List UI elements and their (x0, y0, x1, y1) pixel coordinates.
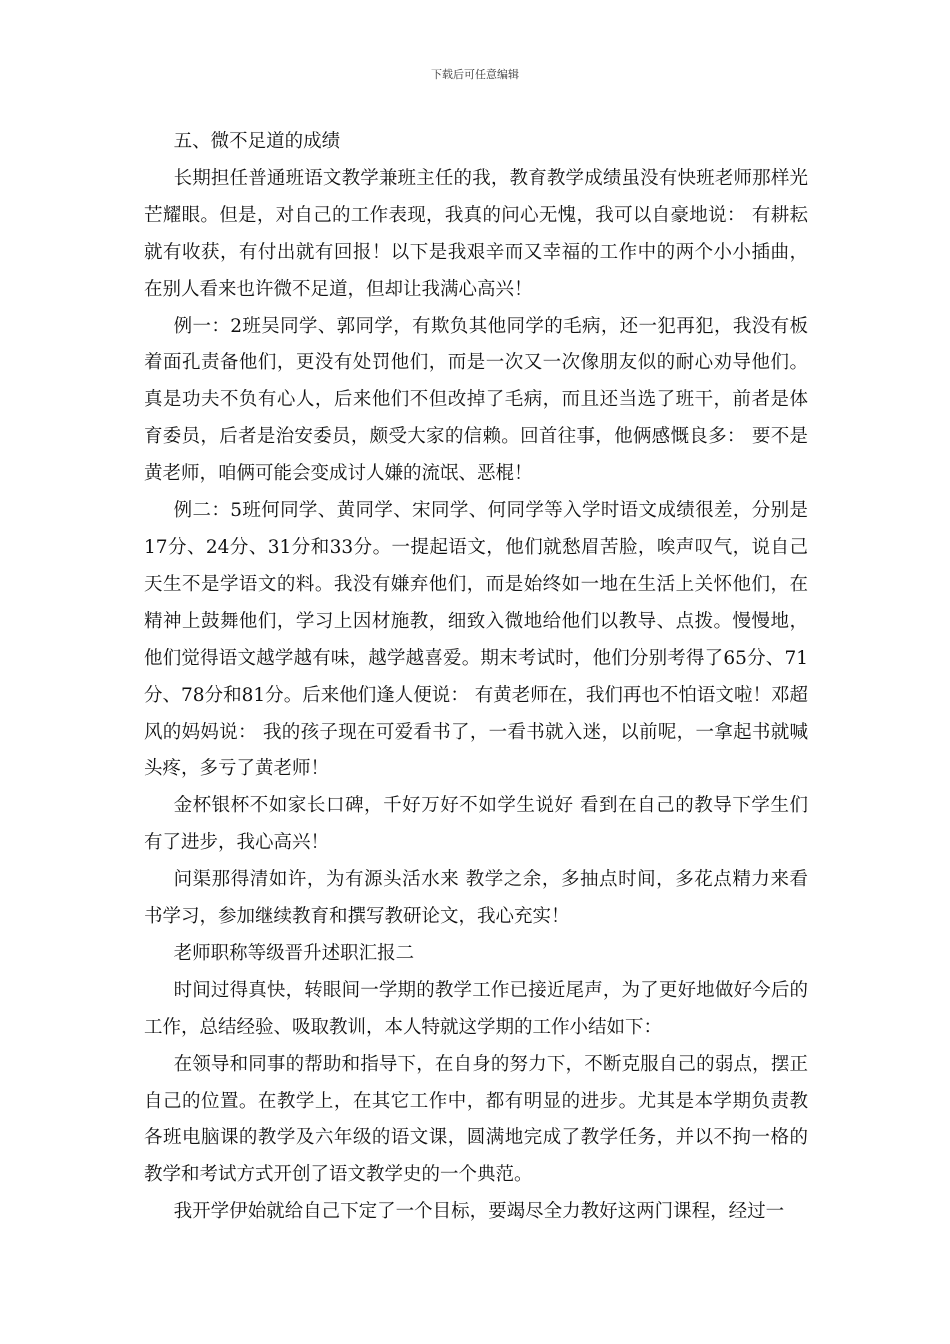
section-heading: 老师职称等级晋升述职汇报二 (173, 942, 415, 964)
body-paragraph: 在领导和同事的帮助和指导下，在自身的努力下，不断克服自己的弱点，摆正自己的位置。在教学上，在其它工作中，都有明显的进步。尤其是本学期负责教各班电脑课的教学及六年级的语文课，圆满地完成了教学任务，并以不拘一格的教学和考试方式开创了语文教学史的一个典范。 (144, 1053, 808, 1186)
body-paragraph: 问渠那得清如许，为有源头活水来 教学之余，多抽点时间，多花点精力来看书学习，参加继续教育和撰写教研论文，我心充实！ (144, 869, 808, 928)
section-heading: 五、微不足道的成绩 (173, 131, 341, 152)
body-paragraph: 长期担任普通班语文教学兼班主任的我，教育教学成绩虽没有快班老师那样光芒耀眼。但是，对自己的工作表现，我真的问心无愧，我可以自豪地说： 有耕耘就有收获，有付出就有回报！以下是我艰辛而又幸福的工作中的两个小小插曲，在别人看来也许微不足道，但却让我满心高兴！ (144, 167, 808, 300)
body-paragraph: 例二：5班何同学、黄同学、宋同学、何同学等入学时语文成绩很差，分别是17分、24分、31分和33分。一提起语文，他们就愁眉苦脸，唉声叹气，说自己天生不是学语文的料。我没有嫌弃他们，而是始终如一地在生活上关怀他们，在精神上鼓舞他们，学习上因材施教，细致入微地给他们以教导、点拨。慢慢地，他们觉得语文越学越有味，越学越喜爱。期末考试时，他们分别考得了65分、71分、78分和81分。后来他们逢人便说： 有黄老师在，我们再也不怕语文啦！邓超风的妈妈说： 我的孩子现在可爱看书了，一看书就入迷，以前呢，一拿起书就喊头疼，多亏了黄老师！ (144, 500, 808, 780)
body-paragraph: 时间过得真快，转眼间一学期的教学工作已接近尾声，为了更好地做好今后的工作，总结经验、吸取教训，本人特就这学期的工作小结如下： (144, 979, 808, 1038)
body-paragraph: 我开学伊始就给自己下定了一个目标，要竭尽全力教好这两门课程，经过一 (173, 1201, 785, 1223)
page-header: 下载后可任意编辑 (431, 68, 519, 81)
body-paragraph: 例一：2班吴同学、郭同学，有欺负其他同学的毛病，还一犯再犯，我没有板着面孔责备他们，更没有处罚他们，而是一次又一次像朋友似的耐心劝导他们。真是功夫不负有心人，后来他们不但改掉了毛病，而且还当选了班干，前者是体育委员，后者是治安委员，颇受大家的信赖。回首往事，他俩感慨良多： 要不是黄老师，咱俩可能会变成讨人嫌的流氓、恶棍！ (144, 315, 808, 485)
document-body (144, 124, 808, 1231)
body-paragraph: 金杯银杯不如家长口碑，千好万好不如学生说好 看到在自己的教导下学生们有了进步，我心高兴！ (144, 795, 808, 854)
